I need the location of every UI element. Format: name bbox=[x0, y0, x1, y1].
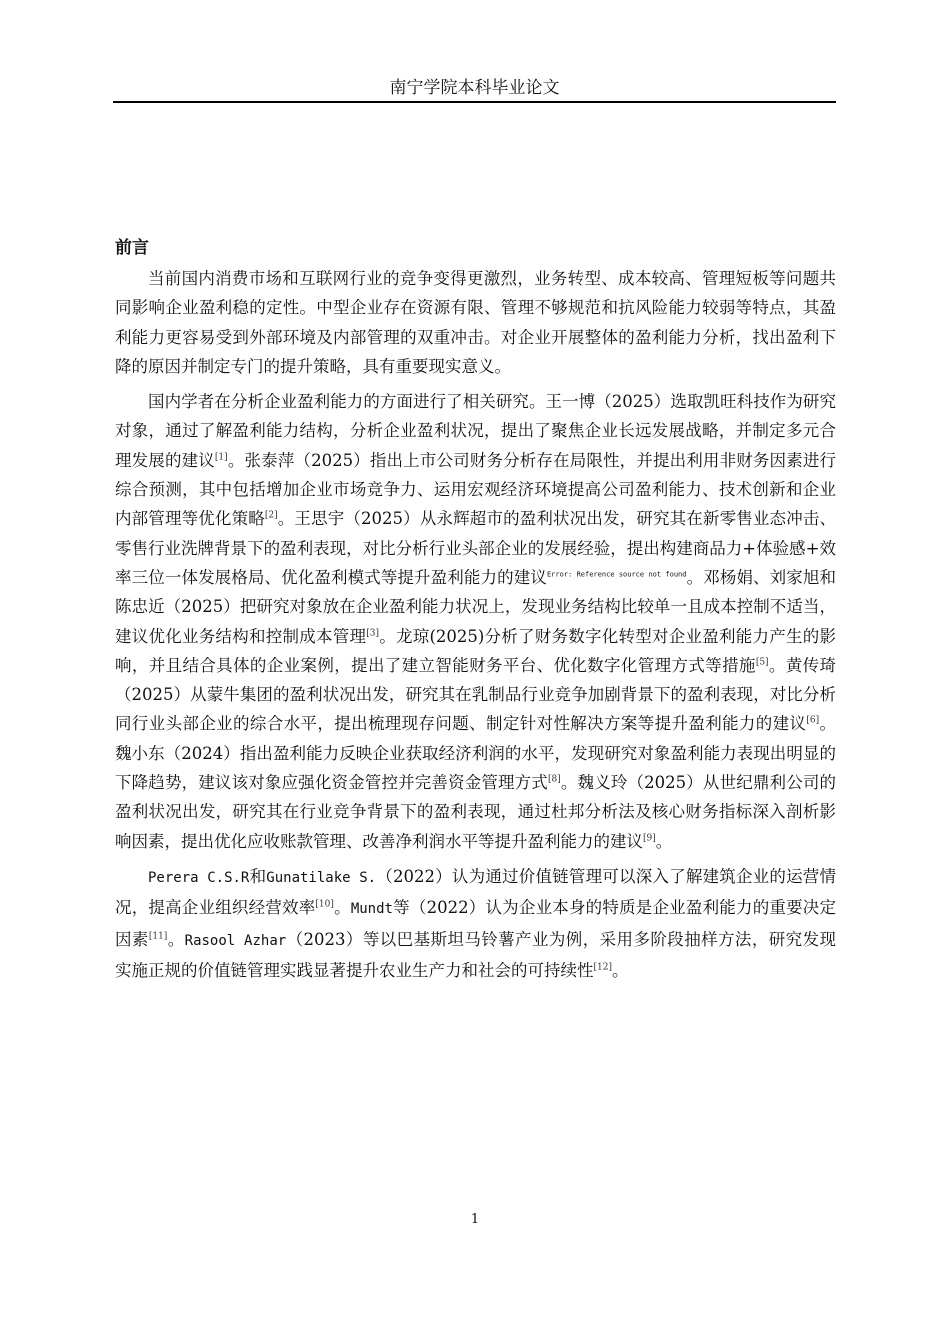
citation-ref: [9] bbox=[643, 833, 656, 844]
citation-ref: [11] bbox=[148, 931, 168, 942]
citation-ref: [2] bbox=[264, 510, 278, 521]
paragraph-2 bbox=[115, 387, 836, 856]
text-span: 。张泰萍（2025）指出上市公司财务分析存在局限性，并提出利用非财务因素进行综合预测，其中包括增加企业市场竞争力、运用宏观经济环境提高公司盈利能力、技术创新和企业内部管理等优化策略 bbox=[115, 450, 836, 529]
text-span: 。魏小东（2024）指出盈利能力反映企业获取经济利润的水平，发现研究对象盈利能力表现出明显的下降趋势，建议该对象应强化资金管控并完善资金管理方式 bbox=[115, 714, 837, 793]
section-title: 前言 bbox=[115, 238, 149, 258]
citation-ref: [6] bbox=[806, 715, 820, 726]
text-span: 。 bbox=[167, 929, 185, 949]
citation-ref: [8] bbox=[547, 774, 561, 785]
text-span: 。 bbox=[333, 898, 351, 918]
citation-ref: [3] bbox=[366, 628, 379, 639]
text-span: 等（2022）认为企业本身的特质是企业盈利能力的重要决定因素 bbox=[115, 898, 836, 949]
text-span: （2022）认为通过价值链管理可以深入了解建筑企业的运营情况，提高企业组织经营效率 bbox=[115, 866, 836, 918]
paragraph-1: 当前国内消费市场和互联网行业的竞争变得更激烈，业务转型、成本较高、管理短板等问题共同影响企业盈利稳的定性。中型企业存在资源有限、管理不够规范和抗风险能力较弱等特点，其盈利能力更容易受到外部环境及内部管理的双重冲击。对企业开展整体的盈利能力分析，找出盈利下降的原因并制定专门的提升策略，具有重要现实意义。 bbox=[115, 269, 836, 376]
paragraph-3 bbox=[115, 862, 836, 985]
running-header: 南宁学院本科毕业论文 bbox=[389, 78, 560, 98]
text-span: 和 bbox=[249, 866, 267, 886]
citation-ref: [5] bbox=[755, 657, 769, 668]
citation-ref: [10] bbox=[315, 899, 334, 910]
text-span: （2023）等以巴基斯坦马铃薯产业为例，采用多阶段抽样方法，研究发现实施正规的价值链管理实践显著提升农业生产力和社会的可持续性 bbox=[115, 929, 836, 980]
text-span: 。 bbox=[655, 831, 673, 851]
page-number: 1 bbox=[470, 1212, 480, 1227]
body-text bbox=[115, 264, 836, 991]
author-name: Gunatilake S. bbox=[266, 869, 377, 886]
text-span: 。邓杨娟、刘家旭和陈忠近（2025）把研究对象放在企业盈利能力状况上，发现业务结构比较单一且成本控制不适当，建议优化业务结构和控制成本管理 bbox=[115, 567, 837, 646]
text-span: 。黄传琦（2025）从蒙牛集团的盈利状况出发，研究其在乳制品行业竞争加剧背景下的盈利表现，对比分析同行业头部企业的综合水平，提出梳理现存问题、制定针对性解决方案等提升盈利能力的建议 bbox=[115, 655, 837, 734]
text-span: 。魏义玲（2025）从世纪鼎利公司的盈利状况出发，研究其在行业竞争背景下的盈利表现，通过杜邦分析法及核心财务指标深入剖析影响因素，提出优化应收账款管理、改善净利润水平等提升盈利能力的建议 bbox=[115, 773, 836, 851]
text-span: 国内学者在分析企业盈利能力的方面进行了相关研究。王一博（2025）选取凯旺科技作为研究对象，通过了解盈利能力结构，分析企业盈利状况，提出了聚焦企业长远发展战略，并制定多元合理发展的建议 bbox=[115, 392, 836, 470]
reference-error: Error: Reference source not found bbox=[546, 570, 687, 579]
text-span: 。龙琼(2025)分析了财务数字化转型对企业盈利能力产生的影响，并且结合具体的企业案例，提出了建立智能财务平台、优化数字化管理方式等措施 bbox=[115, 626, 836, 675]
header-rule bbox=[113, 101, 836, 103]
citation-ref: [12] bbox=[593, 962, 612, 973]
author-name: Perera C.S.R bbox=[148, 869, 250, 886]
author-name: Rasool Azhar bbox=[184, 932, 287, 949]
author-name: Mundt bbox=[350, 901, 393, 918]
text-span: 。 bbox=[611, 960, 629, 980]
citation-ref: [1] bbox=[214, 452, 228, 463]
text-span: 。王思宇（2025）从永辉超市的盈利状况出发，研究其在新零售业态冲击、零售行业洗牌背景下的盈利表现，对比分析行业头部企业的发展经验，提出构建商品力+体验感+效率三位一体发展格局、优化盈利模式等提升盈利能力的建议 bbox=[115, 509, 836, 587]
